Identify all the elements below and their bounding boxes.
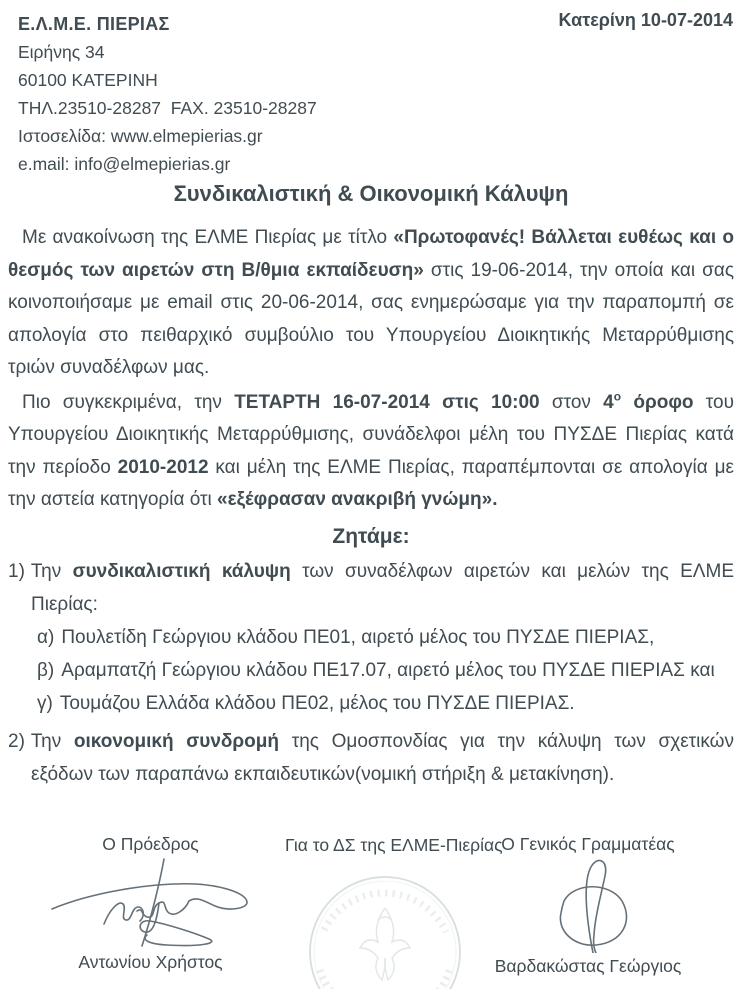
paragraph-announcement: Με ανακοίνωση της ΕΛΜΕ Πιερίας με τίτλο «Πρωτοφανές! Βάλλεται ευθέως και ο θεσμός των αιρετών στη Β/θμια εκπαίδευση» στις 19-06-2014, την οποία και σας κοινοποιήσαμε με email στις 20-06-2014, σας ενημερώσαμε για την παραπομπή σε απολογία στο πειθαρχικό συμβούλιο του Υπουργείου Διοικητικής Μεταρρύθμισης τριών συναδέλφων μας.: [8, 227, 735, 378]
org-name: Ε.Λ.Μ.Ε. ΠΙΕΡΙΑΣ: [18, 14, 170, 34]
signature-area: [0, 833, 750, 989]
request-item-2: [8, 725, 734, 791]
request-subitem-b: [37, 654, 734, 687]
email-line: e.mail: info@elmepierias.gr: [18, 154, 231, 174]
secretary-signature-image: [536, 857, 640, 953]
requests-heading: Ζητάμε:: [332, 524, 410, 548]
round-stamp-image: [290, 860, 480, 989]
secretary-name: Βαρδακώστας Γεώργιος: [494, 956, 682, 976]
postal-city: 60100 ΚΑΤΕΡΙΝΗ: [18, 70, 158, 90]
secretary-signature-block: [488, 833, 688, 977]
request-subitem-c-text: Τουμάζου Ελλάδα κλάδου ΠΕ02, μέλος του ΠΥΣΔΕ ΠΙΕΡΙΑΣ.: [59, 692, 575, 714]
president-signature-block: [48, 833, 253, 973]
board-caption: Για το ΔΣ της ΕΛΜΕ-Πιερίας: [285, 835, 503, 855]
president-role-label: Ο Πρόεδρος: [102, 834, 199, 854]
request-subitem-a-marker: α): [37, 626, 55, 648]
request-subitem-b-text: Αραμπατζή Γεώργιου κλάδου ΠΕ17.07, αιρετό μέλος του ΠΥΣΔΕ ΠΙΕΡΙΑΣ και: [61, 659, 715, 681]
phone-fax-line: ΤΗΛ.23510-28287 FAX. 23510-28287: [18, 98, 317, 118]
request-item-1-marker: 1): [8, 560, 25, 582]
website-line: Ιστοσελίδα: www.elmepierias.gr: [18, 126, 263, 146]
official-round-stamp: [290, 860, 480, 989]
paragraph-hearing-details: Πιο συγκεκριμένα, την ΤΕΤΑΡΤΗ 16-07-2014 στις 10:00 στον $4^o$ όροφο του Υπουργείου Διοικητικής Μεταρρύθμισης, συνάδελφοι μέλη του ΠΥΣΔΕ Πιερίας κατά την περίοδο 2010-2012 και μέλη της ΕΛΜΕ Πιερίας, παραπέμπονται σε απολογία με την αστεία κατηγορία ότι «εξέφρασαν ανακριβή γνώμη».: [8, 389, 734, 510]
request-item-2-text: Την οικονομική συνδρομή της Ομοσπονδίας για την κάλυψη των σχετικών εξόδων των παραπάνω εκπαιδευτικών(νομική στήριξη & μετακίνηση).: [30, 730, 735, 785]
request-item-1: [8, 555, 734, 621]
place-date: Κατερίνη 10-07-2014: [558, 10, 733, 30]
street-address: Ειρήνης 34: [18, 42, 105, 62]
request-subitem-a: [37, 621, 734, 654]
request-item-2-marker: 2): [8, 730, 25, 752]
request-subitem-b-marker: β): [37, 659, 55, 681]
president-signature-image: [48, 857, 260, 949]
request-item-1-text: Την συνδικαλιστική κάλυψη των συναδέλφων αιρετών και μελών της ΕΛΜΕ Πιερίας:: [30, 560, 734, 615]
secretary-role-label: Ο Γενικός Γραμματέας: [501, 834, 675, 854]
document-title: Συνδικαλιστική & Οικονομική Κάλυψη: [173, 181, 569, 206]
request-subitem-c-marker: γ): [37, 692, 53, 714]
request-subitem-a-text: Πουλετίδη Γεώργιου κλάδου ΠΕ01, αιρετό μέλος του ΠΥΣΔΕ ΠΙΕΡΙΑΣ,: [61, 626, 655, 648]
letter-header: [18, 10, 734, 178]
request-subitem-c: [37, 687, 734, 720]
president-name: Αντωνίου Χρήστος: [78, 952, 223, 972]
